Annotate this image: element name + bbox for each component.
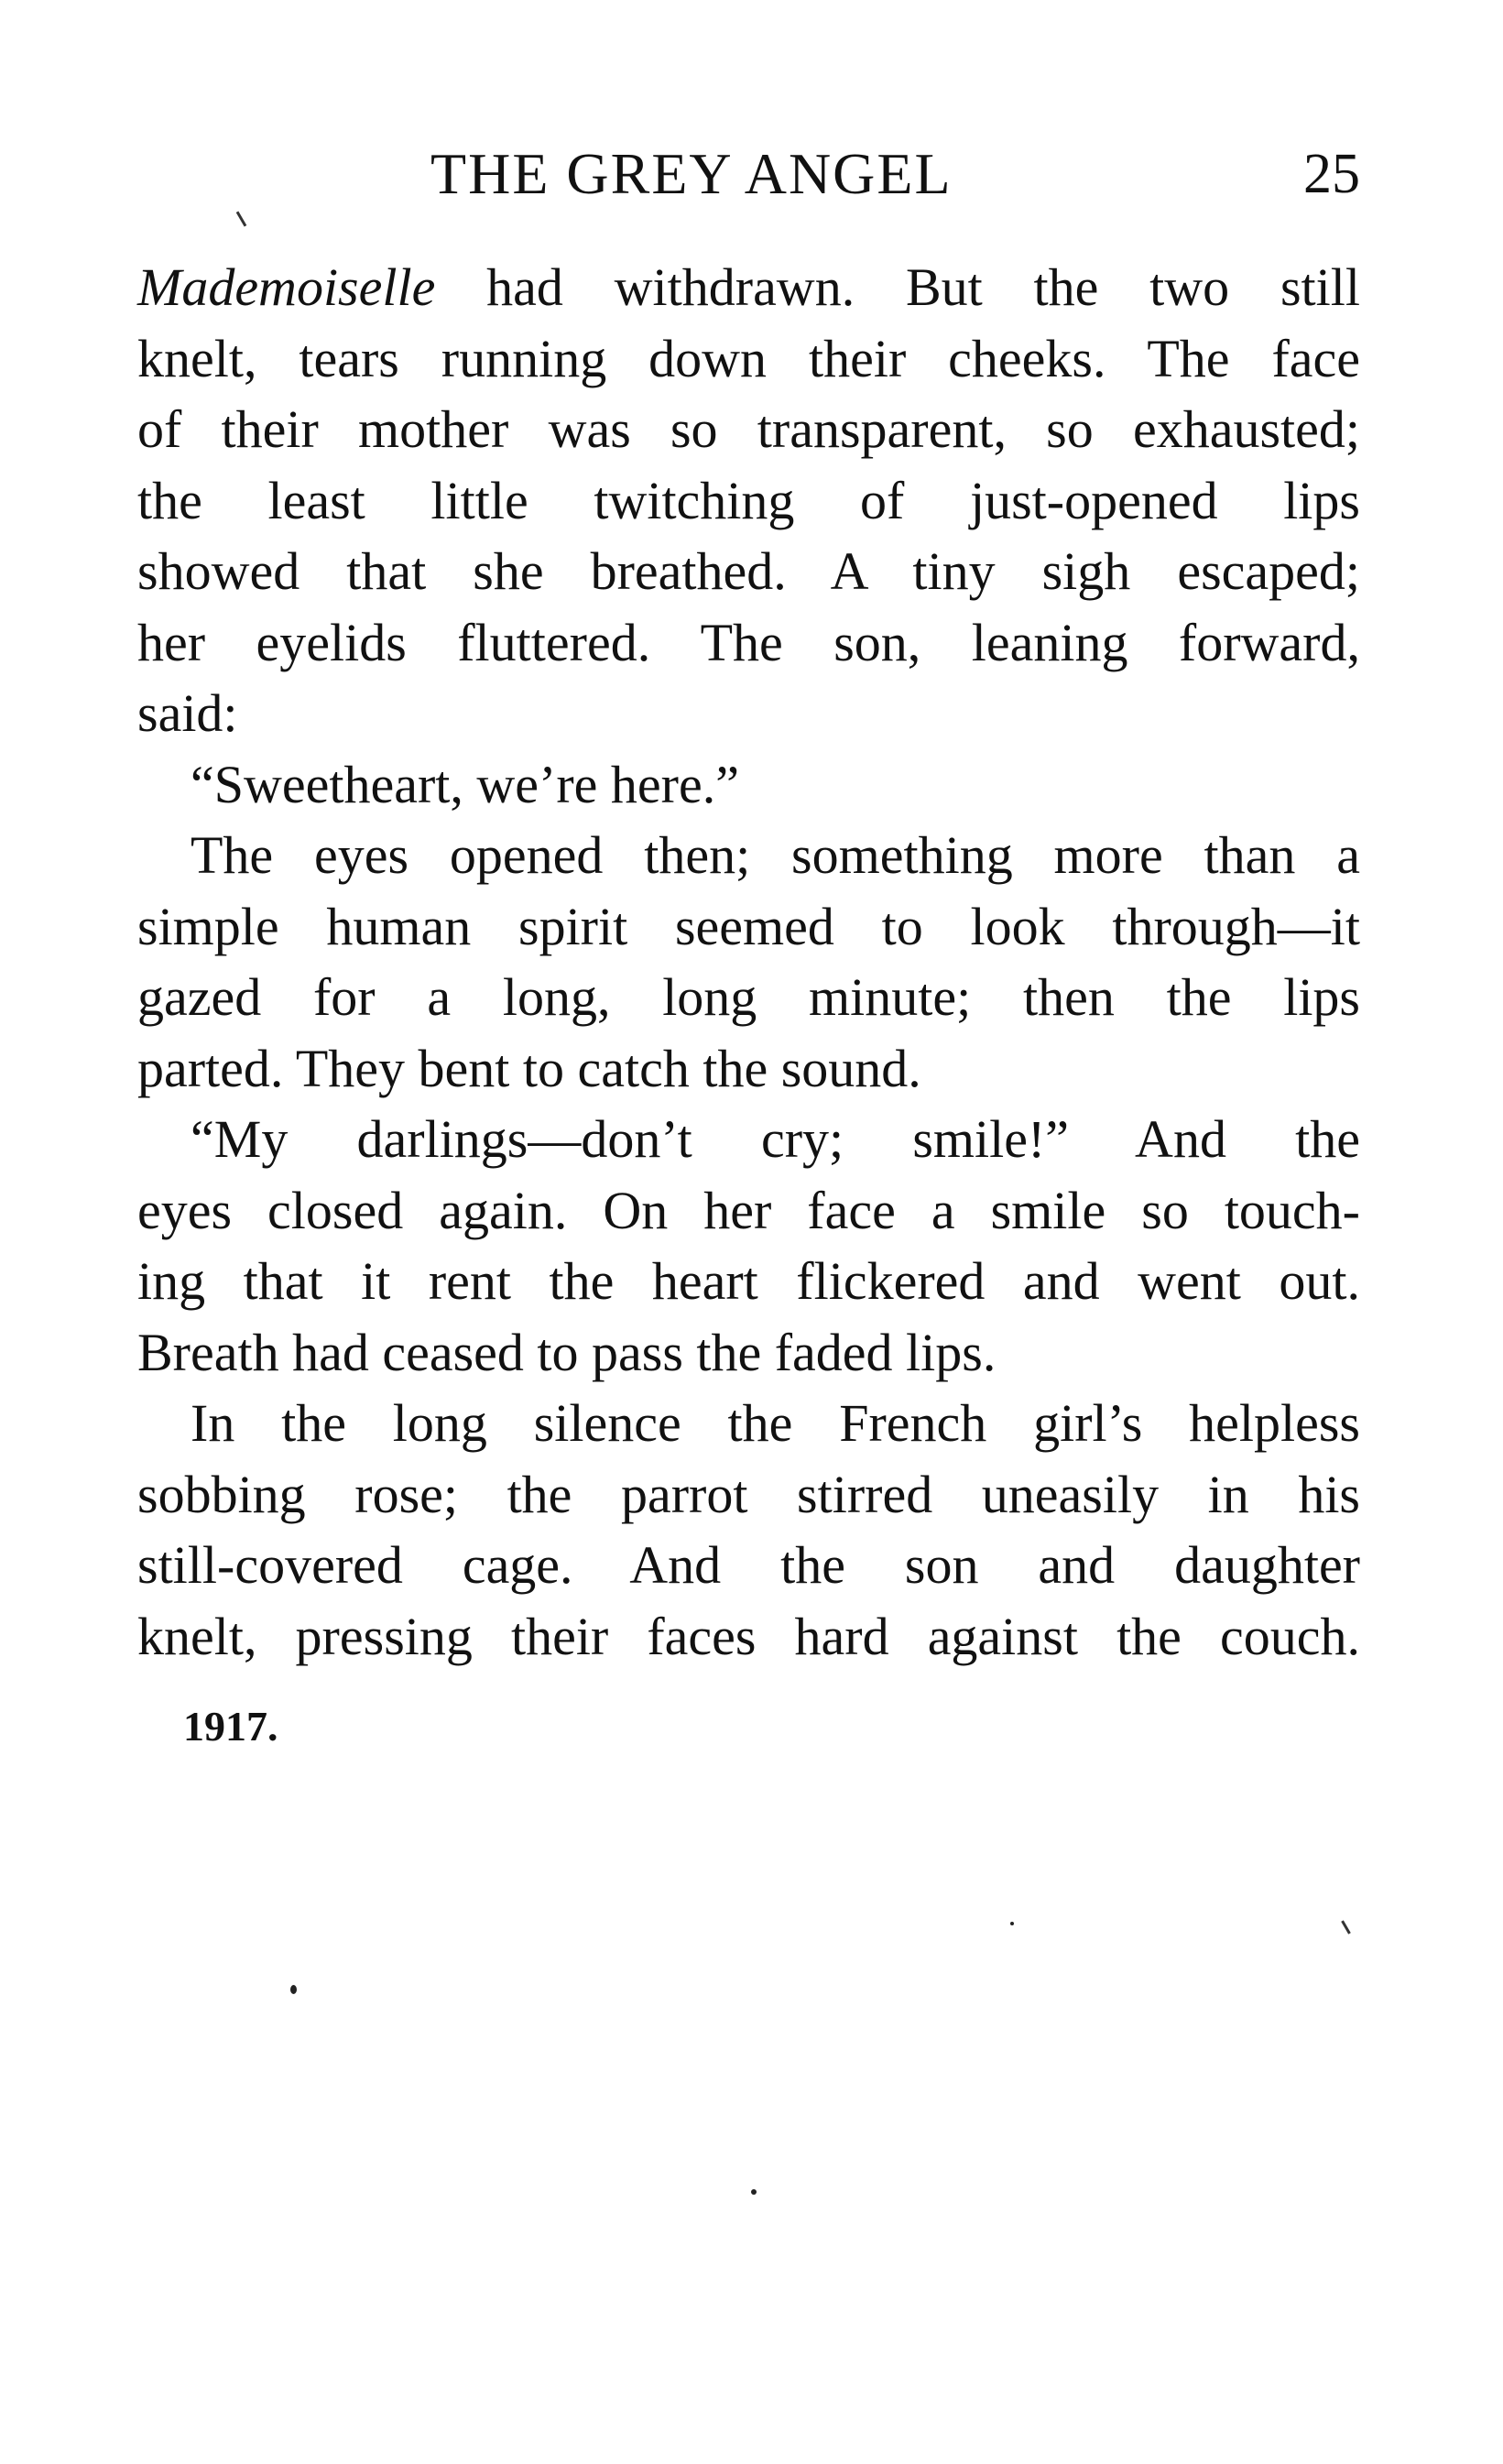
text-line: parted. They bent to catch the sound.	[137, 1038, 921, 1098]
print-mark	[236, 211, 247, 226]
paragraph	[137, 252, 1360, 749]
text-line: “Sweetheart, we’re here.”	[191, 754, 739, 814]
running-head	[137, 137, 1360, 211]
running-title: THE GREY ANGEL	[430, 141, 953, 206]
print-speck	[751, 2189, 757, 2195]
text-line: “My darlings—don’t cry; smile!” And the	[191, 1109, 1360, 1169]
paragraph	[137, 749, 1360, 821]
text-line: her eyelids fluttered. The son, leaning forward,	[137, 612, 1360, 672]
text-line: Breath had ceased to pass the faded lips.	[137, 1322, 997, 1382]
text-line: simple human spirit seemed to look through—it	[137, 896, 1360, 956]
italic-word: Mademoiselle	[137, 257, 436, 317]
line-text: had withdrawn. But the two still	[435, 257, 1360, 317]
print-mark	[1341, 1920, 1351, 1934]
page-number: 25	[1303, 143, 1360, 205]
text-line: still-covered cage. And the son and daughter	[137, 1535, 1360, 1595]
print-speck	[290, 1985, 297, 1994]
paragraph	[137, 820, 1360, 1104]
paragraph	[137, 1388, 1360, 1672]
text-line	[137, 252, 1360, 323]
text-line: showed that she breathed. A tiny sigh escaped;	[137, 541, 1360, 601]
body-text	[137, 252, 1360, 1672]
text-line: said:	[137, 683, 238, 743]
text-line: knelt, pressing their faces hard against the couch.	[137, 1606, 1360, 1666]
text-line: eyes closed again. On her face a smile so touch-	[137, 1180, 1360, 1240]
paragraph	[137, 1104, 1360, 1388]
print-speck	[1010, 1922, 1014, 1925]
text-line: of their mother was so transparent, so exhausted;	[137, 399, 1360, 459]
text-line: the least little twitching of just-opened lips	[137, 470, 1360, 530]
text-line: gazed for a long, long minute; then the lips	[137, 967, 1360, 1027]
text-line: In the long silence the French girl’s helpless	[191, 1393, 1360, 1453]
date-line: 1917.	[183, 1703, 278, 1750]
text-line: The eyes opened then; something more than a	[191, 825, 1360, 885]
text-line: knelt, tears running down their cheeks. The face	[137, 328, 1360, 388]
text-line: sobbing rose; the parrot stirred uneasily in his	[137, 1464, 1360, 1524]
text-line: ing that it rent the heart flickered and went out.	[137, 1251, 1360, 1311]
